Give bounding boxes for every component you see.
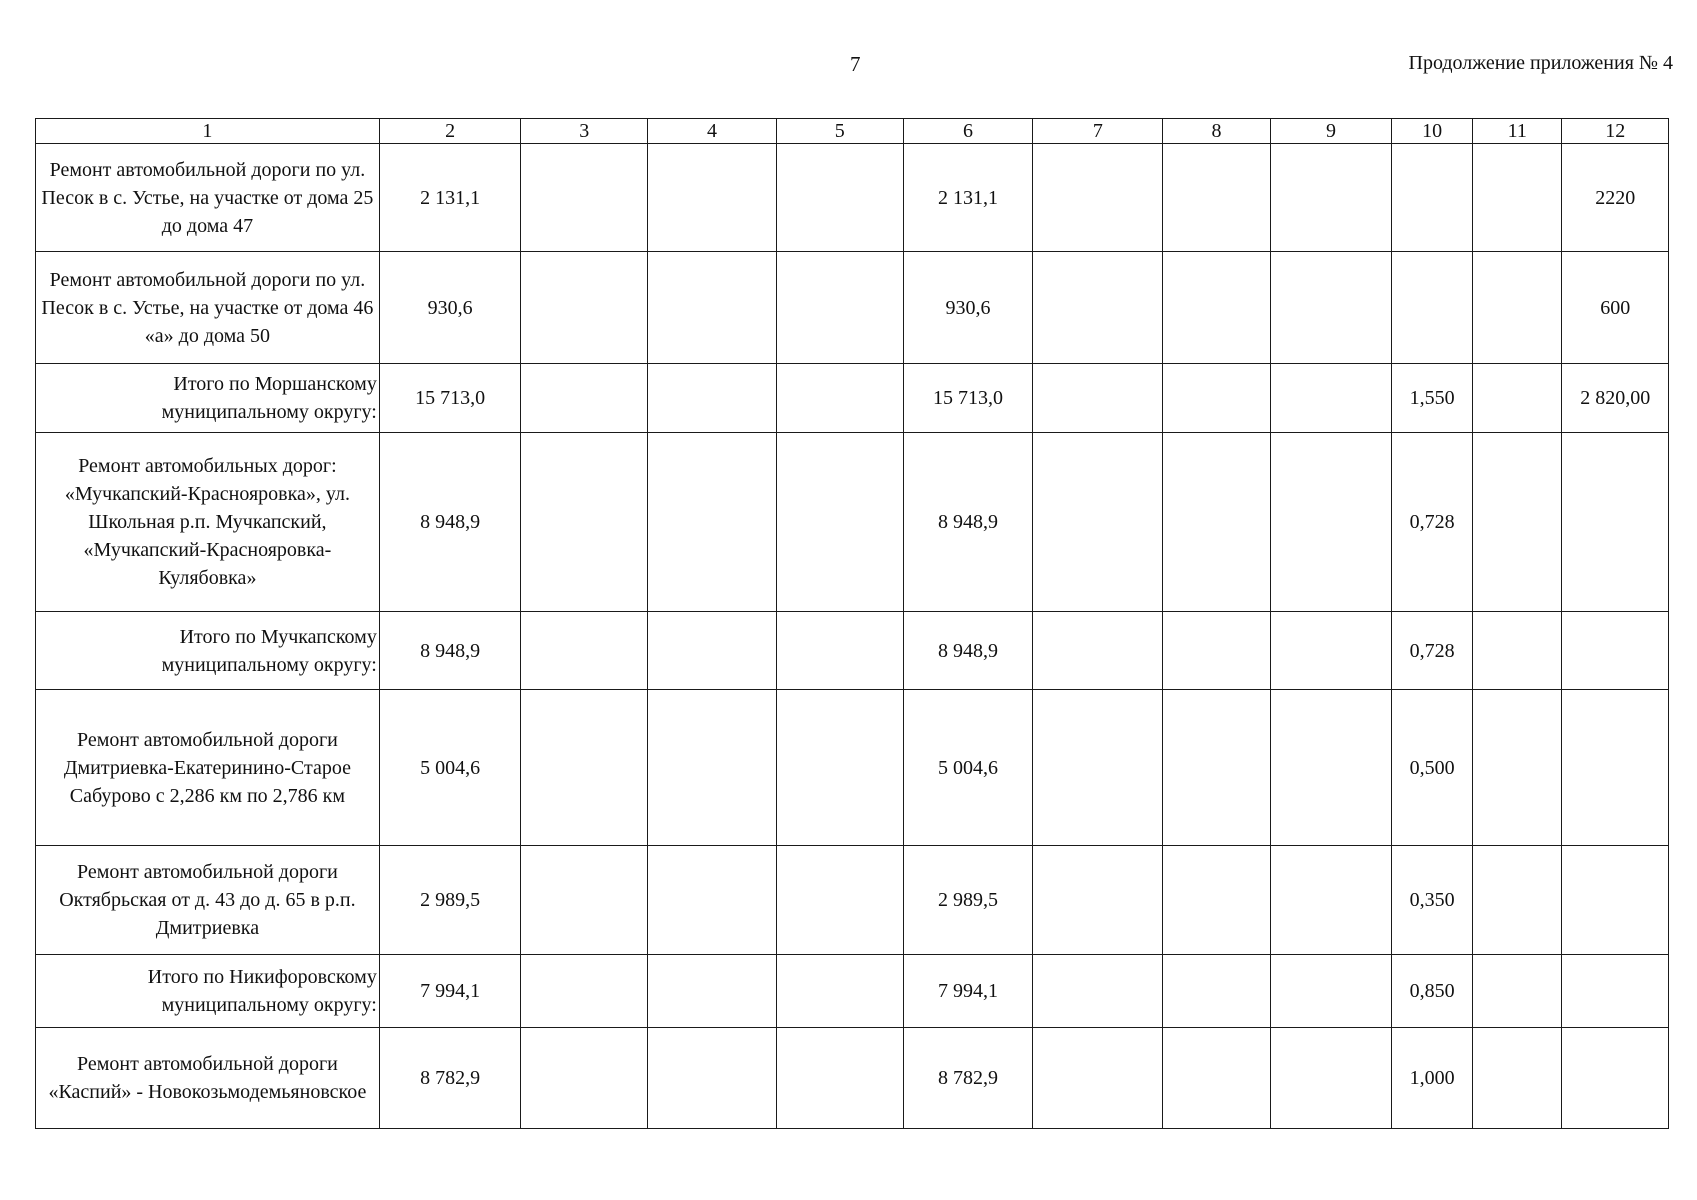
cell-col8	[1163, 612, 1271, 690]
cell-col3	[521, 364, 648, 433]
cell-col8	[1163, 144, 1271, 252]
cell-col9	[1270, 364, 1391, 433]
cell-col4	[648, 690, 777, 846]
cell-col10: 1,550	[1392, 364, 1473, 433]
row-name: Ремонт автомобильных дорог: «Мучкапский-Краснояровка», ул. Школьная р.п. Мучкапский, «Мучкапский-Краснояровка-Кулябовка»	[36, 433, 380, 612]
cell-col7	[1033, 144, 1163, 252]
cell-col5	[776, 433, 903, 612]
cell-col5	[776, 955, 903, 1028]
cell-col6: 2 131,1	[903, 144, 1033, 252]
column-header: 5	[776, 119, 903, 144]
cell-col3	[521, 252, 648, 364]
column-header: 2	[379, 119, 521, 144]
cell-col2: 8 948,9	[379, 612, 521, 690]
table-row	[36, 144, 1669, 252]
cell-col4	[648, 612, 777, 690]
cell-col7	[1033, 1028, 1163, 1129]
cell-col6: 5 004,6	[903, 690, 1033, 846]
cell-col4	[648, 846, 777, 955]
cell-col3	[521, 846, 648, 955]
cell-col6: 8 948,9	[903, 433, 1033, 612]
cell-col4	[648, 433, 777, 612]
cell-col3	[521, 433, 648, 612]
cell-col12	[1562, 612, 1669, 690]
cell-col10: 0,728	[1392, 433, 1473, 612]
cell-col4	[648, 252, 777, 364]
table-row	[36, 690, 1669, 846]
cell-col6: 15 713,0	[903, 364, 1033, 433]
cell-col5	[776, 364, 903, 433]
cell-col6: 2 989,5	[903, 846, 1033, 955]
cell-col3	[521, 690, 648, 846]
cell-col3	[521, 144, 648, 252]
table-row	[36, 433, 1669, 612]
cell-col8	[1163, 846, 1271, 955]
cell-col11	[1473, 364, 1562, 433]
table-row	[36, 252, 1669, 364]
cell-col7	[1033, 433, 1163, 612]
column-header: 9	[1270, 119, 1391, 144]
cell-col2: 2 131,1	[379, 144, 521, 252]
cell-col2: 8 782,9	[379, 1028, 521, 1129]
cell-col7	[1033, 955, 1163, 1028]
page-number: 7	[850, 52, 861, 76]
cell-col11	[1473, 612, 1562, 690]
row-name: Ремонт автомобильной дороги по ул. Песок в с. Устье, на участке от дома 25 до дома 47	[36, 144, 380, 252]
cell-col11	[1473, 1028, 1562, 1129]
cell-col2: 8 948,9	[379, 433, 521, 612]
cell-col10	[1392, 252, 1473, 364]
cell-col10: 1,000	[1392, 1028, 1473, 1129]
cell-col9	[1270, 846, 1391, 955]
row-name: Ремонт автомобильной дороги по ул. Песок в с. Устье, на участке от дома 46 «а» до дома 50	[36, 252, 380, 364]
row-name: Итого по Моршанскому муниципальному округу:	[36, 364, 380, 433]
cell-col8	[1163, 364, 1271, 433]
cell-col9	[1270, 612, 1391, 690]
cell-col5	[776, 1028, 903, 1129]
table-row-total	[36, 955, 1669, 1028]
cell-col11	[1473, 846, 1562, 955]
cell-col3	[521, 955, 648, 1028]
cell-col8	[1163, 433, 1271, 612]
cell-col12: 2220	[1562, 144, 1669, 252]
appendix-continuation-label: Продолжение приложения № 4	[1408, 52, 1673, 74]
cell-col6: 7 994,1	[903, 955, 1033, 1028]
cell-col4	[648, 364, 777, 433]
cell-col3	[521, 1028, 648, 1129]
column-header: 4	[648, 119, 777, 144]
table-row	[36, 846, 1669, 955]
column-header: 3	[521, 119, 648, 144]
row-name: Ремонт автомобильной дороги «Каспий» - Новокозьмодемьяновское	[36, 1028, 380, 1129]
cell-col10	[1392, 144, 1473, 252]
cell-col5	[776, 252, 903, 364]
cell-col12	[1562, 846, 1669, 955]
cell-col11	[1473, 144, 1562, 252]
column-number-row	[36, 119, 1669, 144]
cell-col12	[1562, 955, 1669, 1028]
cell-col5	[776, 846, 903, 955]
table-row	[36, 1028, 1669, 1129]
appendix-table	[35, 118, 1669, 1129]
cell-col7	[1033, 690, 1163, 846]
cell-col4	[648, 144, 777, 252]
cell-col11	[1473, 690, 1562, 846]
row-name: Итого по Никифоровскому муниципальному округу:	[36, 955, 380, 1028]
cell-col7	[1033, 364, 1163, 433]
cell-col4	[648, 955, 777, 1028]
cell-col2: 7 994,1	[379, 955, 521, 1028]
cell-col10: 0,850	[1392, 955, 1473, 1028]
cell-col3	[521, 612, 648, 690]
cell-col6: 8 782,9	[903, 1028, 1033, 1129]
cell-col12: 2 820,00	[1562, 364, 1669, 433]
cell-col11	[1473, 955, 1562, 1028]
cell-col12: 600	[1562, 252, 1669, 364]
cell-col6: 930,6	[903, 252, 1033, 364]
cell-col10: 0,350	[1392, 846, 1473, 955]
cell-col6: 8 948,9	[903, 612, 1033, 690]
row-name: Ремонт автомобильной дороги Октябрьская от д. 43 до д. 65 в р.п. Дмитриевка	[36, 846, 380, 955]
column-header: 10	[1392, 119, 1473, 144]
cell-col2: 930,6	[379, 252, 521, 364]
cell-col9	[1270, 252, 1391, 364]
cell-col9	[1270, 433, 1391, 612]
cell-col8	[1163, 690, 1271, 846]
cell-col12	[1562, 1028, 1669, 1129]
column-header: 7	[1033, 119, 1163, 144]
cell-col11	[1473, 252, 1562, 364]
column-header: 1	[36, 119, 380, 144]
cell-col7	[1033, 612, 1163, 690]
row-name: Ремонт автомобильной дороги Дмитриевка-Екатеринино-Старое Сабурово с 2,286 км по 2,786 км	[36, 690, 380, 846]
cell-col11	[1473, 433, 1562, 612]
cell-col5	[776, 612, 903, 690]
column-header: 12	[1562, 119, 1669, 144]
cell-col10: 0,728	[1392, 612, 1473, 690]
cell-col8	[1163, 252, 1271, 364]
cell-col10: 0,500	[1392, 690, 1473, 846]
cell-col2: 15 713,0	[379, 364, 521, 433]
cell-col4	[648, 1028, 777, 1129]
cell-col9	[1270, 690, 1391, 846]
cell-col7	[1033, 252, 1163, 364]
table-row-total	[36, 364, 1669, 433]
cell-col9	[1270, 1028, 1391, 1129]
cell-col7	[1033, 846, 1163, 955]
cell-col8	[1163, 955, 1271, 1028]
cell-col5	[776, 690, 903, 846]
cell-col12	[1562, 433, 1669, 612]
column-header: 6	[903, 119, 1033, 144]
cell-col8	[1163, 1028, 1271, 1129]
column-header: 8	[1163, 119, 1271, 144]
cell-col2: 2 989,5	[379, 846, 521, 955]
cell-col12	[1562, 690, 1669, 846]
row-name: Итого по Мучкапскому муниципальному округу:	[36, 612, 380, 690]
cell-col9	[1270, 955, 1391, 1028]
column-header: 11	[1473, 119, 1562, 144]
cell-col5	[776, 144, 903, 252]
cell-col2: 5 004,6	[379, 690, 521, 846]
cell-col9	[1270, 144, 1391, 252]
table-row-total	[36, 612, 1669, 690]
